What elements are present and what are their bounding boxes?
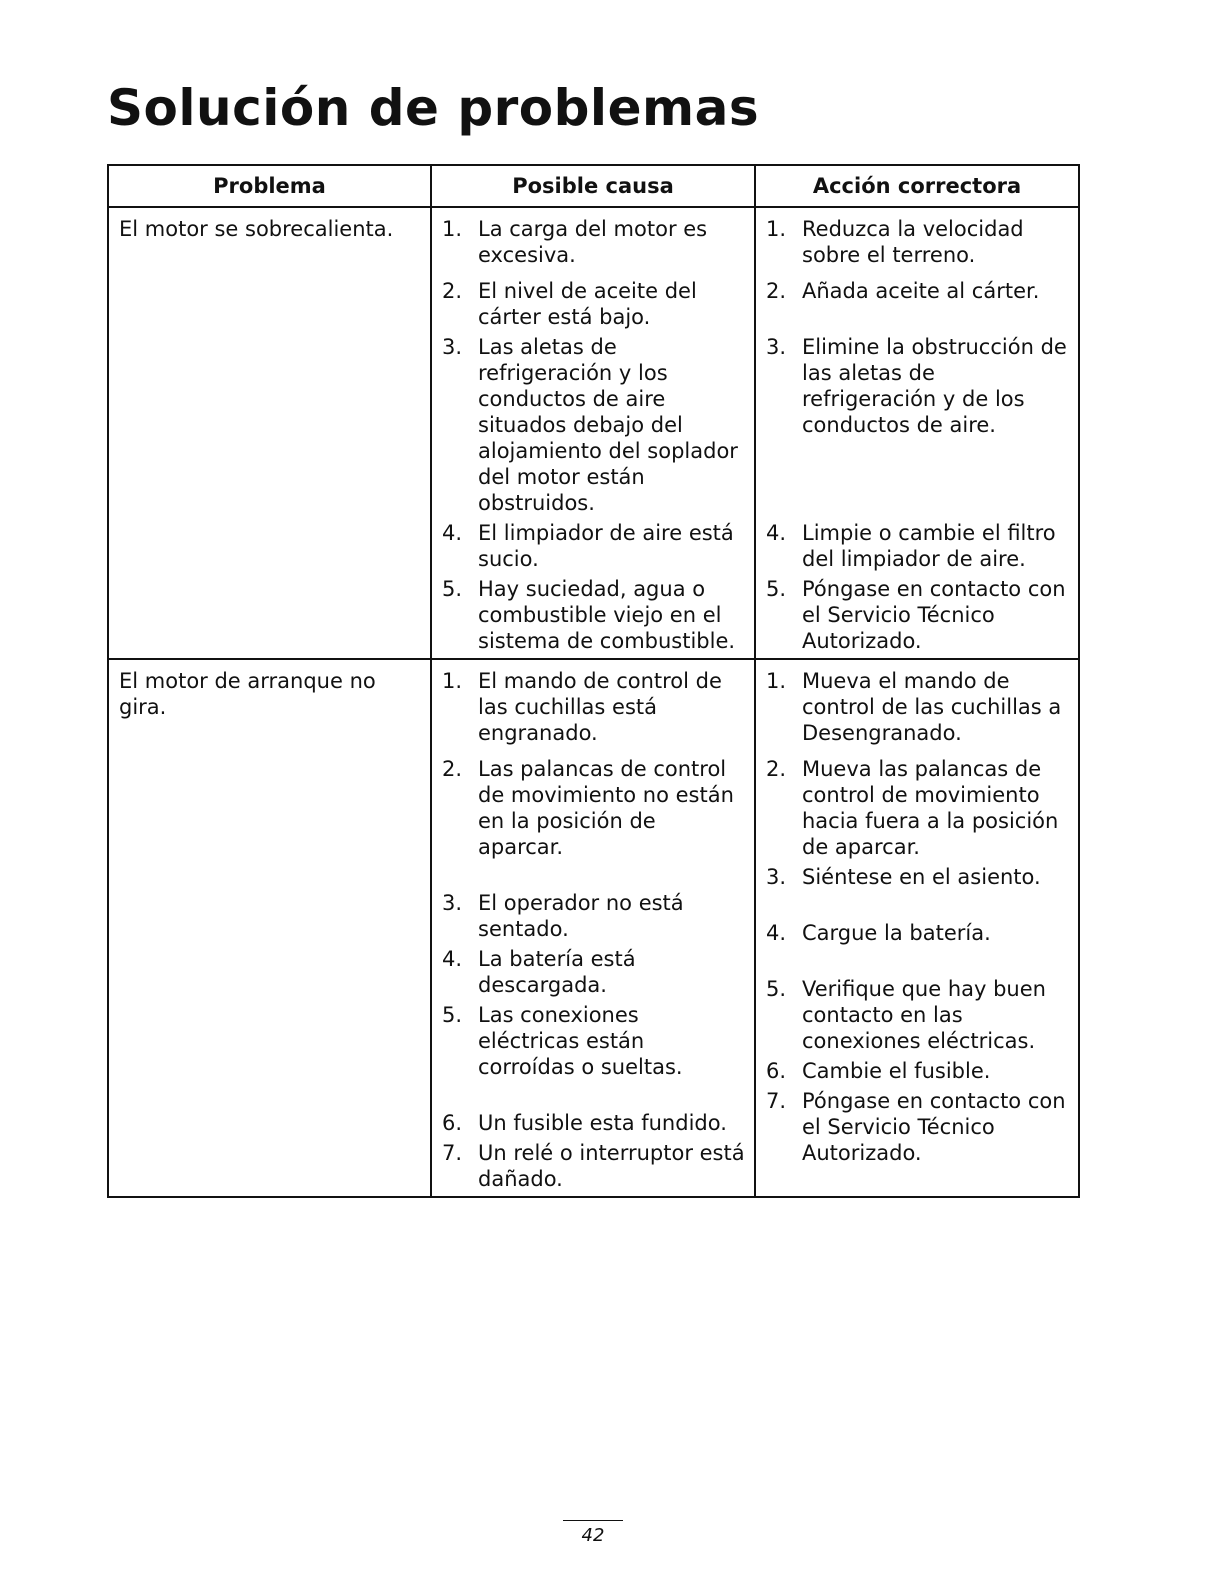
header-problema: Problema: [108, 165, 431, 207]
list-item: 5. Las conexiones eléctricas están corroídas o sueltas.: [442, 1003, 683, 1079]
cause-list: [442, 216, 746, 654]
list-item: 5. Póngase en contacto con el Servicio Técnico Autorizado.: [766, 577, 1066, 653]
list-item: 2. El nivel de aceite del cárter está bajo.: [442, 279, 697, 329]
list-item: 4. El limpiador de aire está sucio.: [442, 521, 734, 571]
problem-cell: [108, 207, 431, 659]
list-item: 1. Reduzca la velocidad sobre el terreno.: [766, 217, 1024, 267]
troubleshooting-table: [107, 164, 1080, 1198]
list-item: 3. El operador no está sentado.: [442, 891, 684, 941]
list-item: 3. Elimine la obstrucción de las aletas de refrigeración y de los conductos de aire.: [766, 335, 1067, 437]
list-item: 3. Las aletas de refrigeración y los conductos de aire situados debajo del alojamiento del soplador del motor están obstruidos.: [442, 335, 738, 515]
cause-list: [442, 668, 746, 1192]
action-cell: [755, 207, 1079, 659]
list-item: 4. La batería está descargada.: [442, 947, 636, 997]
cause-cell: [431, 659, 755, 1197]
list-item: 6. Un fusible esta fundido.: [442, 1111, 727, 1135]
problem-cell: [108, 659, 431, 1197]
list-item: 4. Cargue la batería.: [766, 921, 991, 945]
cause-cell: [431, 207, 755, 659]
problem-text: El motor se sobrecalienta.: [119, 217, 394, 241]
page-number: 42: [581, 1525, 605, 1546]
list-item: 1. La carga del motor es excesiva.: [442, 217, 708, 267]
header-accion-correctora: Acción correctora: [755, 165, 1079, 207]
page-number-rule: [563, 1520, 623, 1521]
list-item: 7. Póngase en contacto con el Servicio Técnico Autorizado.: [766, 1089, 1066, 1165]
page-title: Solución de problemas: [107, 79, 760, 137]
list-item: 1. El mando de control de las cuchillas está engranado.: [442, 669, 722, 745]
table-row: [108, 207, 1079, 659]
list-item: 2. Mueva las palancas de control de movimiento hacia fuera a la posición de aparcar.: [766, 757, 1059, 859]
action-list: [766, 668, 1070, 1166]
action-cell: [755, 659, 1079, 1197]
action-list: [766, 216, 1070, 654]
table-row: [108, 659, 1079, 1197]
problem-text: El motor de arranque no gira.: [119, 669, 376, 719]
list-item: 2. Añada aceite al cárter.: [766, 279, 1040, 303]
header-posible-causa: Posible causa: [431, 165, 755, 207]
list-item: 4. Limpie o cambie el filtro del limpiador de aire.: [766, 521, 1056, 571]
table-header-row: [108, 165, 1079, 207]
list-item: 3. Siéntese en el asiento.: [766, 865, 1041, 889]
list-item: 6. Cambie el fusible.: [766, 1059, 991, 1083]
list-item: 1. Mueva el mando de control de las cuchillas a Desengranado.: [766, 669, 1062, 745]
list-item: 5. Hay suciedad, agua o combustible viejo en el sistema de combustible.: [442, 577, 736, 653]
list-item: 5. Verifique que hay buen contacto en las conexiones eléctricas.: [766, 977, 1046, 1053]
list-item: 2. Las palancas de control de movimiento no están en la posición de aparcar.: [442, 757, 734, 859]
list-item: 7. Un relé o interruptor está dañado.: [442, 1141, 745, 1191]
